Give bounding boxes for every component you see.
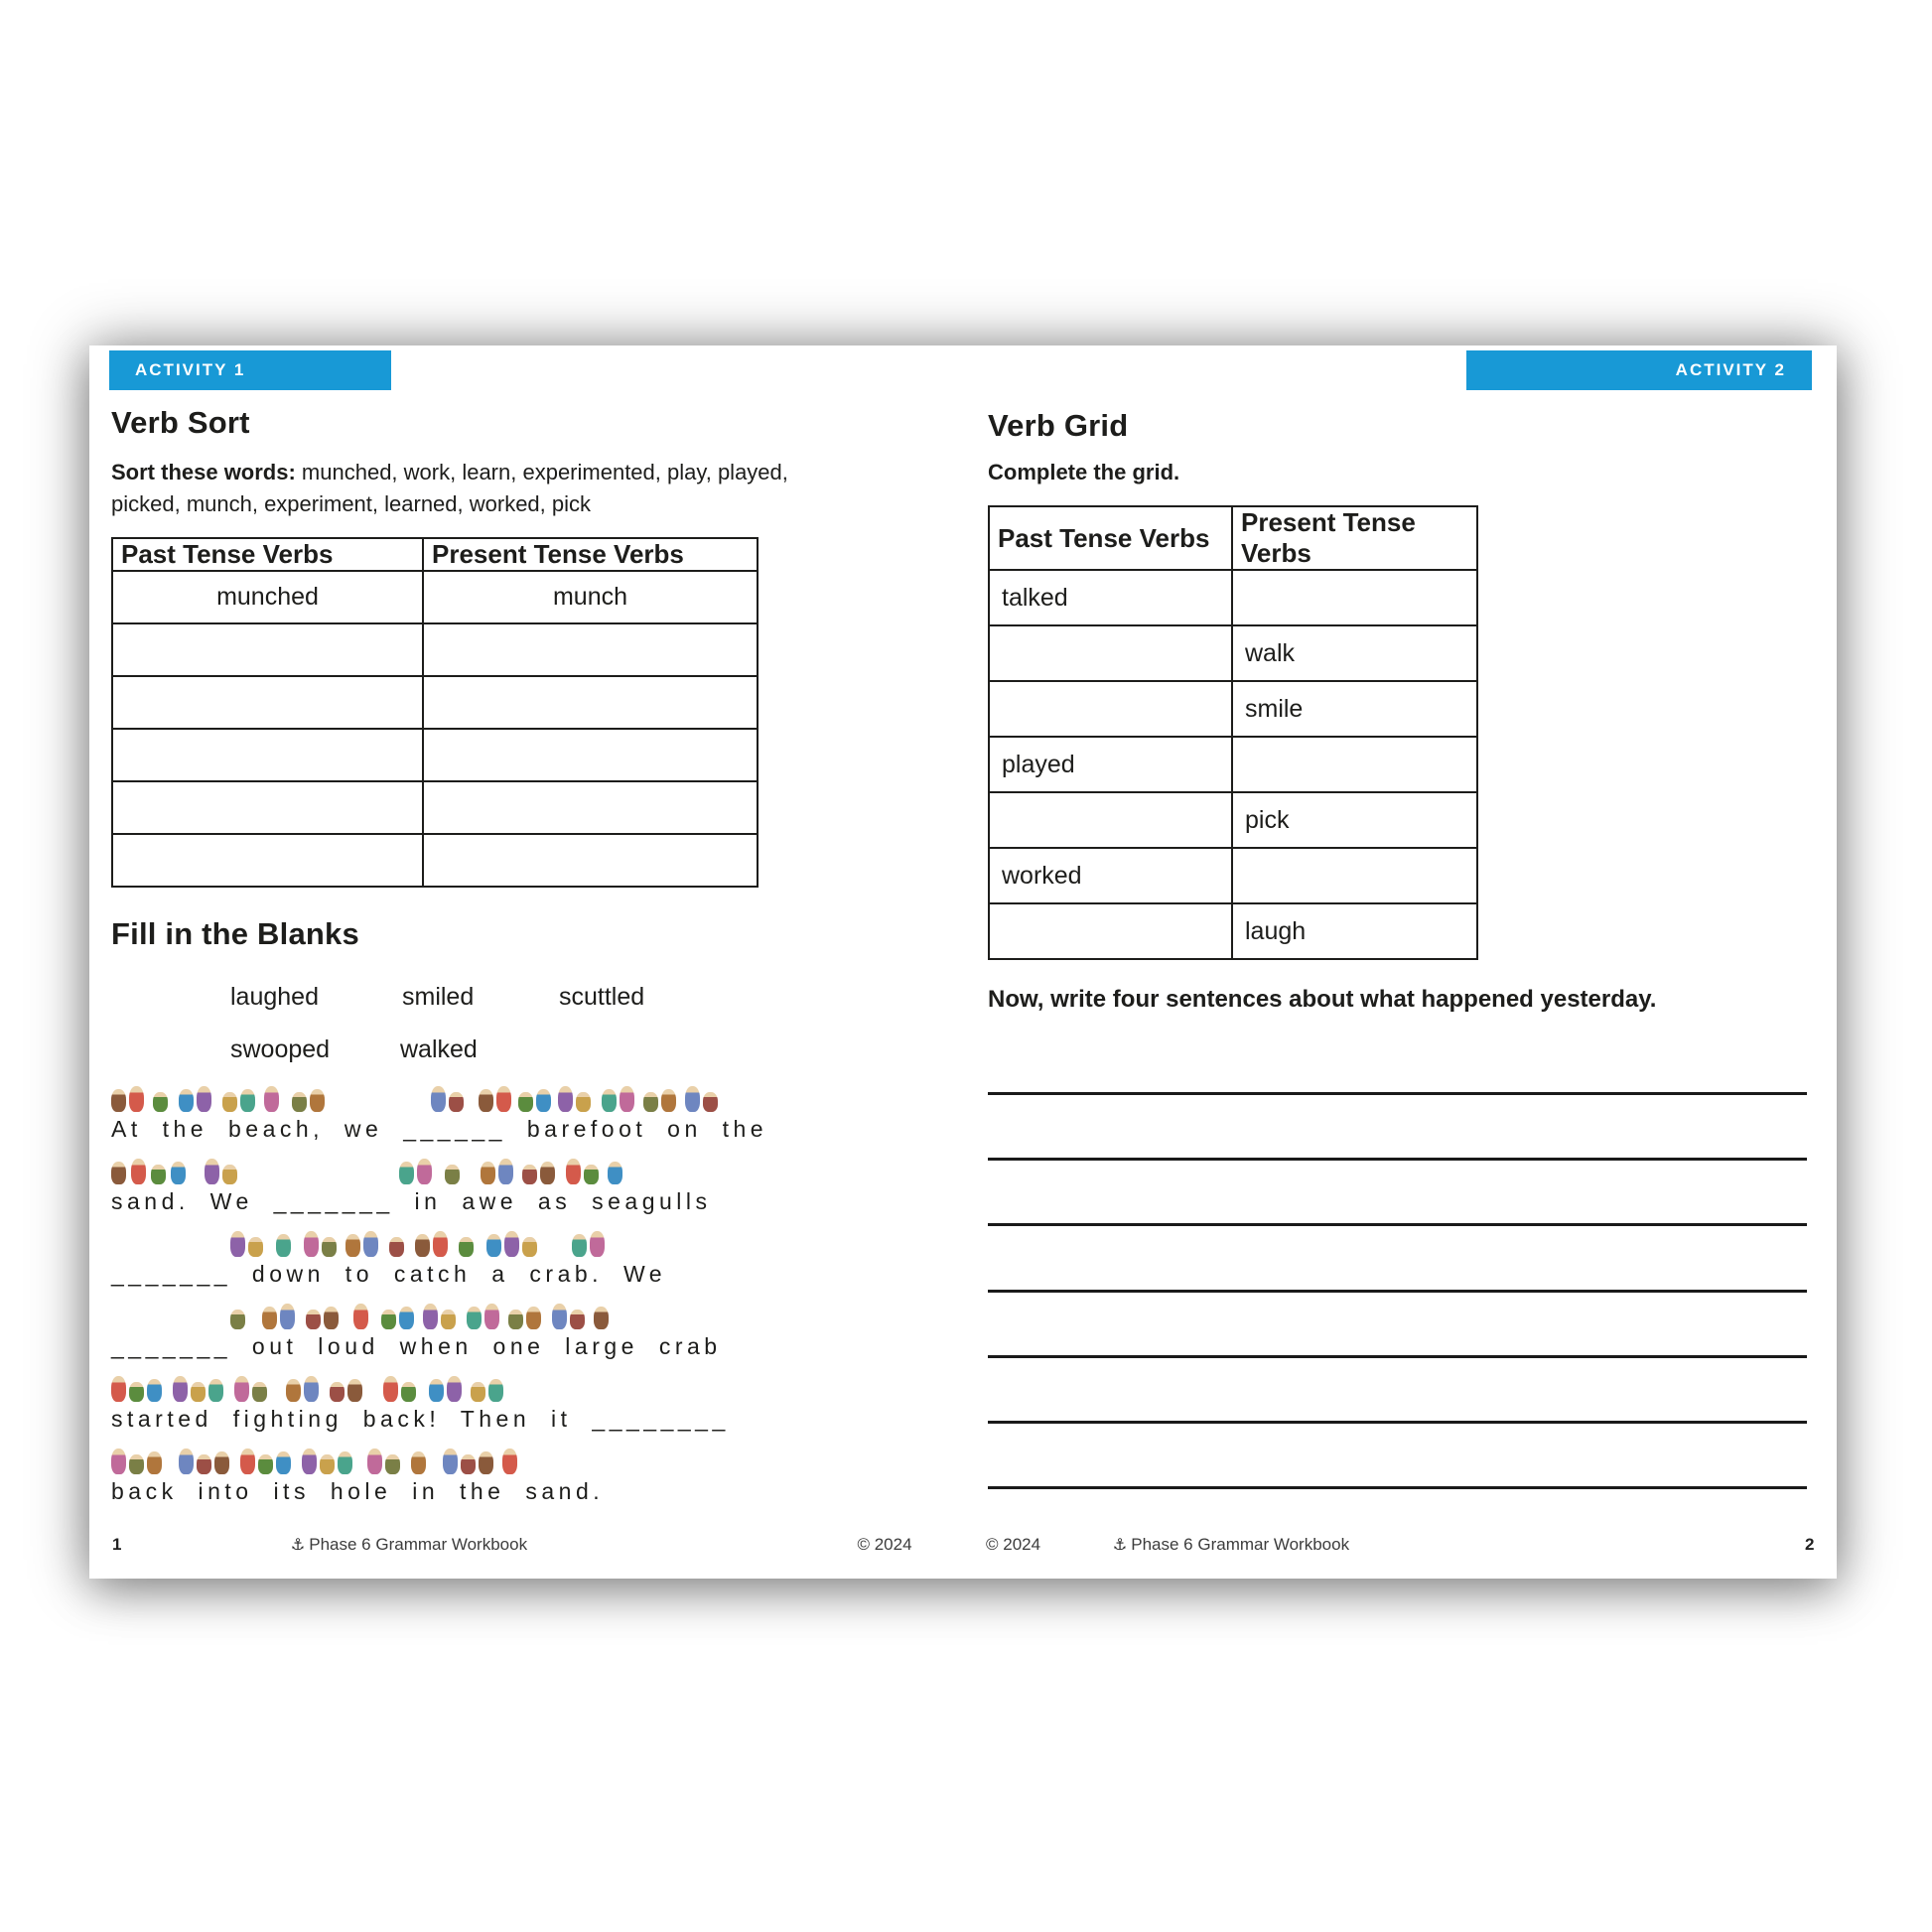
picture-symbol-icon	[129, 1382, 144, 1402]
table-row	[112, 676, 758, 729]
left-footer-label	[291, 1535, 527, 1555]
right-footer-label	[1113, 1535, 1349, 1555]
picture-symbol-icon	[522, 1165, 537, 1184]
picture-symbol-icon	[703, 1092, 718, 1112]
table-row	[989, 681, 1477, 737]
picture-symbol-icon	[643, 1092, 658, 1112]
picture-symbol-icon	[429, 1379, 444, 1402]
picture-symbol-icon	[330, 1382, 345, 1402]
picture-symbol-icon	[467, 1307, 482, 1329]
table-cell-empty	[112, 676, 423, 729]
writing-line	[988, 1421, 1807, 1424]
write-sentences-prompt: Now, write four sentences about what happened yesterday.	[988, 986, 1657, 1013]
picture-symbol-icon	[111, 1449, 126, 1474]
right-copyright: © 2024	[986, 1535, 1041, 1554]
writing-line	[988, 1223, 1807, 1226]
picture-symbol-icon	[449, 1092, 464, 1112]
table-cell-empty	[989, 625, 1232, 681]
table-cell-filled: munched	[112, 571, 423, 623]
anchor-logo-icon: ⚓	[1112, 1537, 1128, 1554]
picture-symbol-icon	[443, 1449, 458, 1474]
table-cell-empty	[423, 676, 758, 729]
picture-symbol-icon	[381, 1310, 396, 1329]
fill-in-the-blanks-title: Fill in the Blanks	[111, 916, 359, 951]
table-cell-empty	[423, 729, 758, 781]
sort-instruction-lead: Sort these words:	[111, 460, 296, 484]
passage-line	[111, 1300, 796, 1360]
picture-symbol-icon	[484, 1304, 499, 1329]
word-bank-word: smiled	[402, 983, 475, 1011]
picture-symbol-icon	[129, 1086, 144, 1112]
picture-symbol-icon	[258, 1454, 273, 1474]
picture-symbol-icon	[526, 1307, 541, 1329]
table-cell-empty	[1232, 570, 1477, 625]
picture-symbol-icon	[566, 1159, 581, 1184]
picture-symbol-icon	[205, 1159, 219, 1184]
verb-sort-table	[111, 537, 759, 888]
picture-symbol-icon	[306, 1310, 321, 1329]
table-row	[989, 570, 1477, 625]
table-cell-empty	[112, 834, 423, 887]
passage-line	[111, 1227, 796, 1288]
picture-symbol-icon	[552, 1304, 567, 1329]
sort-instruction-words-1: munched, work, learn, experimented, play, played,	[295, 460, 788, 484]
verb-grid-instruction: Complete the grid.	[988, 460, 1180, 484]
passage-text: _______ down to catch a crab. We	[111, 1261, 667, 1287]
picture-symbol-icon	[363, 1231, 378, 1257]
table-row	[989, 848, 1477, 903]
picture-symbol-icon	[310, 1089, 325, 1112]
right-footer-label-text: Phase 6 Grammar Workbook	[1131, 1535, 1350, 1554]
picture-symbol-icon	[147, 1451, 162, 1474]
passage-text: back into its hole in the sand.	[111, 1478, 605, 1504]
table-row	[112, 834, 758, 887]
picture-symbol-icon	[234, 1376, 249, 1402]
symbol-icons-row	[111, 1082, 796, 1112]
picture-symbol-icon	[230, 1310, 245, 1329]
writing-line	[988, 1158, 1807, 1161]
picture-symbol-icon	[383, 1376, 398, 1402]
picture-symbol-icon	[433, 1231, 448, 1257]
picture-symbol-icon	[502, 1449, 517, 1474]
symbol-icons-row	[111, 1445, 796, 1474]
picture-symbol-icon	[590, 1231, 605, 1257]
picture-symbol-icon	[304, 1376, 319, 1402]
table-cell-empty	[112, 781, 423, 834]
table-header-cell: Present Tense Verbs	[1232, 506, 1477, 570]
picture-symbol-icon	[179, 1449, 194, 1474]
picture-symbol-icon	[496, 1086, 511, 1112]
table-cell-filled: walk	[1232, 625, 1477, 681]
picture-symbol-icon	[147, 1379, 162, 1402]
picture-symbol-icon	[111, 1376, 126, 1402]
writing-line	[988, 1092, 1807, 1095]
picture-symbol-icon	[276, 1451, 291, 1474]
table-cell-empty	[112, 623, 423, 676]
table-cell-empty	[1232, 737, 1477, 792]
picture-symbol-icon	[481, 1162, 495, 1184]
workbook-spread	[89, 345, 1837, 1579]
anchor-logo-icon: ⚓	[290, 1537, 306, 1554]
picture-symbol-icon	[151, 1165, 166, 1184]
passage-text: At the beach, we ______ barefoot on the	[111, 1116, 768, 1142]
picture-symbol-icon	[129, 1454, 144, 1474]
picture-symbol-icon	[347, 1379, 362, 1402]
passage-text: sand. We _______ in awe as seagulls	[111, 1188, 712, 1214]
table-row	[112, 781, 758, 834]
table-cell-filled: worked	[989, 848, 1232, 903]
picture-symbol-icon	[197, 1454, 211, 1474]
picture-symbol-icon	[447, 1376, 462, 1402]
picture-symbol-icon	[661, 1089, 676, 1112]
table-row	[112, 623, 758, 676]
table-cell-empty	[112, 729, 423, 781]
picture-symbol-icon	[423, 1304, 438, 1329]
passage-line	[111, 1155, 796, 1215]
symbol-icons-row	[111, 1300, 796, 1329]
picture-symbol-icon	[252, 1382, 267, 1402]
word-bank-word: swooped	[230, 1035, 331, 1063]
picture-symbol-icon	[111, 1162, 126, 1184]
table-cell-empty	[989, 903, 1232, 959]
picture-symbol-icon	[602, 1089, 617, 1112]
table-cell-filled: played	[989, 737, 1232, 792]
picture-symbol-icon	[367, 1449, 382, 1474]
picture-symbol-icon	[459, 1237, 474, 1257]
word-bank-word: laughed	[230, 983, 319, 1011]
passage-line	[111, 1082, 796, 1143]
table-cell-empty	[989, 792, 1232, 848]
picture-symbol-icon	[479, 1451, 493, 1474]
picture-symbol-icon	[214, 1451, 229, 1474]
activity-1-banner: ACTIVITY 1	[109, 350, 391, 390]
picture-symbol-icon	[399, 1307, 414, 1329]
picture-symbol-icon	[570, 1310, 585, 1329]
table-header-cell: Past Tense Verbs	[112, 538, 423, 571]
picture-symbol-icon	[417, 1159, 432, 1184]
picture-symbol-icon	[179, 1089, 194, 1112]
picture-symbol-icon	[411, 1451, 426, 1474]
picture-symbol-icon	[471, 1382, 485, 1402]
table-cell-empty	[1232, 848, 1477, 903]
picture-symbol-icon	[304, 1231, 319, 1257]
picture-symbol-icon	[280, 1304, 295, 1329]
picture-symbol-icon	[461, 1454, 476, 1474]
picture-symbol-icon	[262, 1307, 277, 1329]
table-row	[989, 737, 1477, 792]
picture-symbol-icon	[522, 1237, 537, 1257]
picture-symbol-icon	[594, 1307, 609, 1329]
picture-symbol-icon	[230, 1231, 245, 1257]
table-row	[989, 903, 1477, 959]
left-page-number: 1	[112, 1535, 122, 1554]
picture-symbol-icon	[445, 1165, 460, 1184]
picture-symbol-icon	[584, 1165, 599, 1184]
picture-symbol-icon	[620, 1086, 634, 1112]
verb-grid-title: Verb Grid	[988, 408, 1129, 443]
left-copyright: © 2024	[857, 1535, 912, 1554]
picture-symbol-icon	[264, 1086, 279, 1112]
picture-symbol-icon	[222, 1165, 237, 1184]
picture-symbol-icon	[353, 1304, 368, 1329]
picture-symbol-icon	[576, 1092, 591, 1112]
picture-symbol-icon	[131, 1159, 146, 1184]
picture-symbol-icon	[240, 1089, 255, 1112]
symbol-icons-row	[111, 1155, 796, 1184]
picture-symbol-icon	[608, 1162, 622, 1184]
picture-symbol-icon	[248, 1237, 263, 1257]
picture-symbol-icon	[540, 1162, 555, 1184]
picture-symbol-icon	[498, 1159, 513, 1184]
picture-symbol-icon	[572, 1234, 587, 1257]
picture-symbol-icon	[240, 1449, 255, 1474]
picture-symbol-icon	[153, 1092, 168, 1112]
word-bank-word: walked	[400, 1035, 478, 1063]
symbol-icons-row	[111, 1227, 796, 1257]
verb-grid-table	[988, 505, 1478, 960]
picture-symbol-icon	[401, 1382, 416, 1402]
picture-symbol-icon	[322, 1237, 337, 1257]
verb-sort-title: Verb Sort	[111, 405, 250, 440]
passage-text: _______ out loud when one large crab	[111, 1333, 722, 1359]
word-bank-word: scuttled	[559, 983, 645, 1011]
table-cell-empty	[989, 681, 1232, 737]
picture-symbol-icon	[292, 1092, 307, 1112]
picture-symbol-icon	[197, 1086, 211, 1112]
table-row	[989, 792, 1477, 848]
picture-symbol-icon	[441, 1310, 456, 1329]
symbol-icons-row	[111, 1372, 796, 1402]
sort-instruction	[111, 457, 806, 520]
picture-symbol-icon	[504, 1231, 519, 1257]
table-cell-empty	[423, 834, 758, 887]
table-cell-filled: munch	[423, 571, 758, 623]
picture-symbol-icon	[191, 1382, 206, 1402]
picture-symbol-icon	[324, 1307, 339, 1329]
picture-symbol-icon	[685, 1086, 700, 1112]
picture-symbol-icon	[536, 1089, 551, 1112]
picture-symbol-icon	[558, 1086, 573, 1112]
table-header-cell: Past Tense Verbs	[989, 506, 1232, 570]
picture-symbol-icon	[479, 1089, 493, 1112]
passage-line	[111, 1372, 796, 1433]
writing-line	[988, 1355, 1807, 1358]
table-cell-empty	[423, 623, 758, 676]
picture-symbol-icon	[389, 1237, 404, 1257]
table-row	[112, 729, 758, 781]
passage-line	[111, 1445, 796, 1505]
table-cell-filled: pick	[1232, 792, 1477, 848]
table-row	[112, 571, 758, 623]
table-row	[989, 625, 1477, 681]
writing-line	[988, 1486, 1807, 1489]
writing-line	[988, 1290, 1807, 1293]
picture-symbol-icon	[488, 1379, 503, 1402]
picture-symbol-icon	[518, 1092, 533, 1112]
picture-symbol-icon	[338, 1451, 352, 1474]
activity-2-banner: ACTIVITY 2	[1466, 350, 1812, 390]
picture-symbol-icon	[286, 1379, 301, 1402]
table-cell-empty	[423, 781, 758, 834]
picture-symbol-icon	[320, 1454, 335, 1474]
picture-symbol-icon	[171, 1162, 186, 1184]
picture-symbol-icon	[345, 1234, 360, 1257]
passage-text: started fighting back! Then it ________	[111, 1406, 730, 1432]
table-header-cell: Present Tense Verbs	[423, 538, 758, 571]
table-cell-filled: smile	[1232, 681, 1477, 737]
picture-symbol-icon	[399, 1162, 414, 1184]
picture-symbol-icon	[208, 1379, 223, 1402]
picture-symbol-icon	[111, 1089, 126, 1112]
right-page-number: 2	[1805, 1535, 1815, 1554]
picture-symbol-icon	[173, 1376, 188, 1402]
picture-symbol-icon	[222, 1092, 237, 1112]
sort-instruction-words-2: picked, munch, experiment, learned, worked, pick	[111, 491, 592, 516]
picture-symbol-icon	[302, 1449, 317, 1474]
picture-symbol-icon	[415, 1234, 430, 1257]
picture-symbol-icon	[508, 1310, 523, 1329]
table-cell-filled: talked	[989, 570, 1232, 625]
picture-symbol-icon	[385, 1454, 400, 1474]
picture-symbol-icon	[431, 1086, 446, 1112]
picture-symbol-icon	[276, 1234, 291, 1257]
left-footer-label-text: Phase 6 Grammar Workbook	[309, 1535, 528, 1554]
picture-symbol-icon	[486, 1234, 501, 1257]
table-cell-filled: laugh	[1232, 903, 1477, 959]
